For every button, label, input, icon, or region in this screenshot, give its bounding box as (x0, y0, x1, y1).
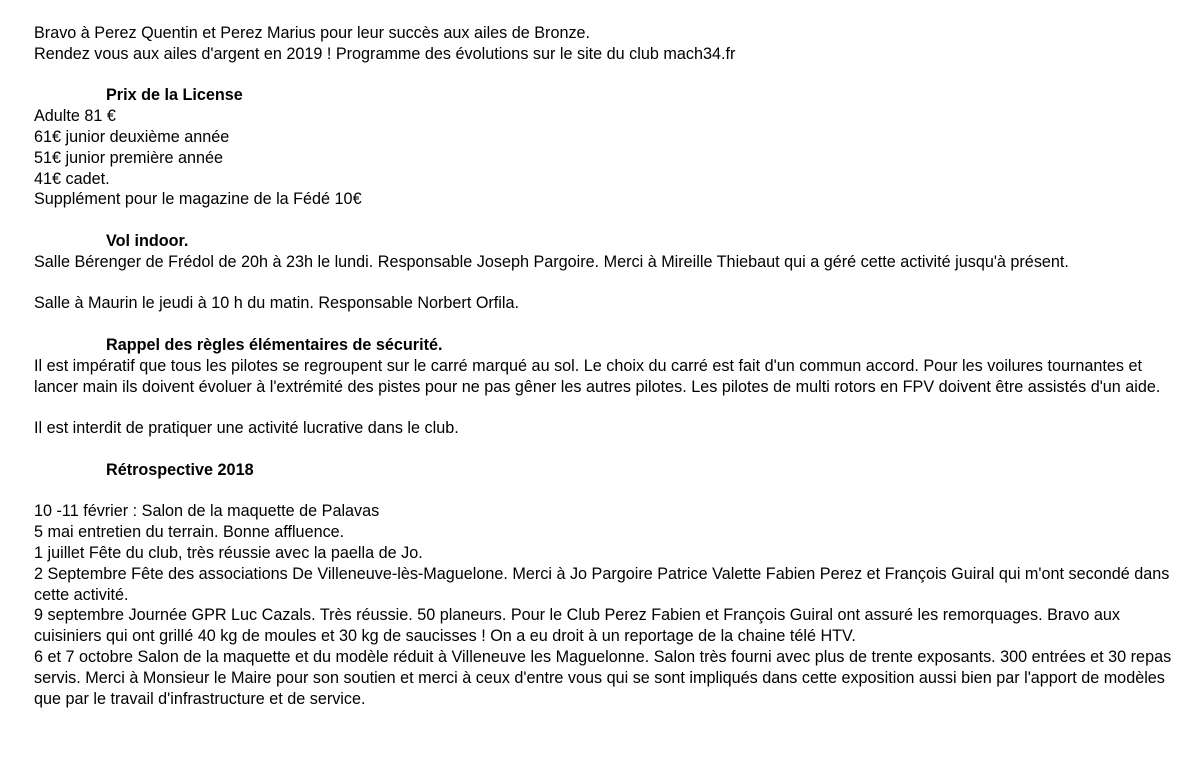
intro-congratulations: Bravo à Perez Quentin et Perez Marius pour leur succès aux ailes de Bronze. (34, 24, 591, 42)
spacer (34, 314, 1174, 335)
indoor-paragraph-maurin: Salle à Maurin le jeudi à 10 h du matin. Responsable Norbert Orfila. (34, 294, 519, 313)
retro-event: 5 mai entretien du terrain. Bonne affluence. (34, 523, 345, 542)
license-price-cadet: 41€ cadet. (34, 169, 110, 188)
spacer (34, 210, 1174, 231)
spacer (34, 397, 1174, 418)
spacer (34, 439, 1174, 460)
retro-event: 6 et 7 octobre Salon de la maquette et du modèle réduit à Villeneuve les Maguelonne. Salon très fourni avec plus de trente exposants. 300 entrées et 30 repas servis. Merci à Monsieur le Maire pour son soutien et merci à ceux d'entre vous qui se sont impliqués dans cette exposition aussi bien par l'apport de modèles que par le travail d'infrastructure et de service. (34, 647, 1172, 708)
safety-lucrative-paragraph: Il est interdit de pratiquer une activité lucrative dans le club. (34, 419, 459, 438)
indoor-paragraph-berenger: Salle Bérenger de Frédol de 20h à 23h le lundi. Responsable Joseph Pargoire. Merci à Mireille Thiebaut qui a géré cette activité jusqu'à présent. (34, 252, 1069, 271)
license-magazine-supplement: Supplément pour le magazine de la Fédé 10€ (34, 190, 362, 209)
retro-event: 1 juillet Fête du club, très réussie avec la paella de Jo. (34, 543, 423, 562)
retro-event: 10 -11 février : Salon de la maquette de Palavas (34, 502, 380, 521)
license-heading: Prix de la License (106, 86, 243, 105)
safety-heading: Rappel des règles élémentaires de sécurité. (106, 335, 443, 354)
safety-rules-paragraph: Il est impératif que tous les pilotes se regroupent sur le carré marqué au sol. Le choix du carré est fait d'un commun accord. Pour les voilures tournantes et lancer main ils doivent évoluer à l'extrémité des pistes pour ne pas gêner les autres pilotes. Les pilotes de multi rotors en FPV doivent être assistés d'un aide. (34, 356, 1161, 396)
license-price-adult: Adulte 81 € (34, 107, 116, 126)
document-body (34, 23, 1174, 709)
indoor-heading: Vol indoor. (106, 231, 189, 250)
spacer (34, 273, 1174, 294)
spacer (34, 481, 1174, 502)
retro-heading: Rétrospective 2018 (106, 460, 254, 479)
license-price-junior-2: 61€ junior deuxième année (34, 127, 230, 146)
license-price-junior-1: 51€ junior première année (34, 148, 223, 167)
spacer (34, 65, 1174, 86)
retro-event: 2 Septembre Fête des associations De Villeneuve-lès-Maguelone. Merci à Jo Pargoire Patrice Valette Fabien Perez et François Guiral qui m'ont secondé dans cette activité. (34, 564, 1170, 604)
retro-event: 9 septembre Journée GPR Luc Cazals. Très réussie. 50 planeurs. Pour le Club Perez Fabien et François Guiral ont assuré les remorquages. Bravo aux cuisiniers qui ont grillé 40 kg de moules et 30 kg de saucisses ! On a eu droit à un reportage de la chaine télé HTV. (34, 606, 1120, 646)
intro-announcement: Rendez vous aux ailes d'argent en 2019 ! Programme des évolutions sur le site du club mach34.fr (34, 44, 736, 63)
